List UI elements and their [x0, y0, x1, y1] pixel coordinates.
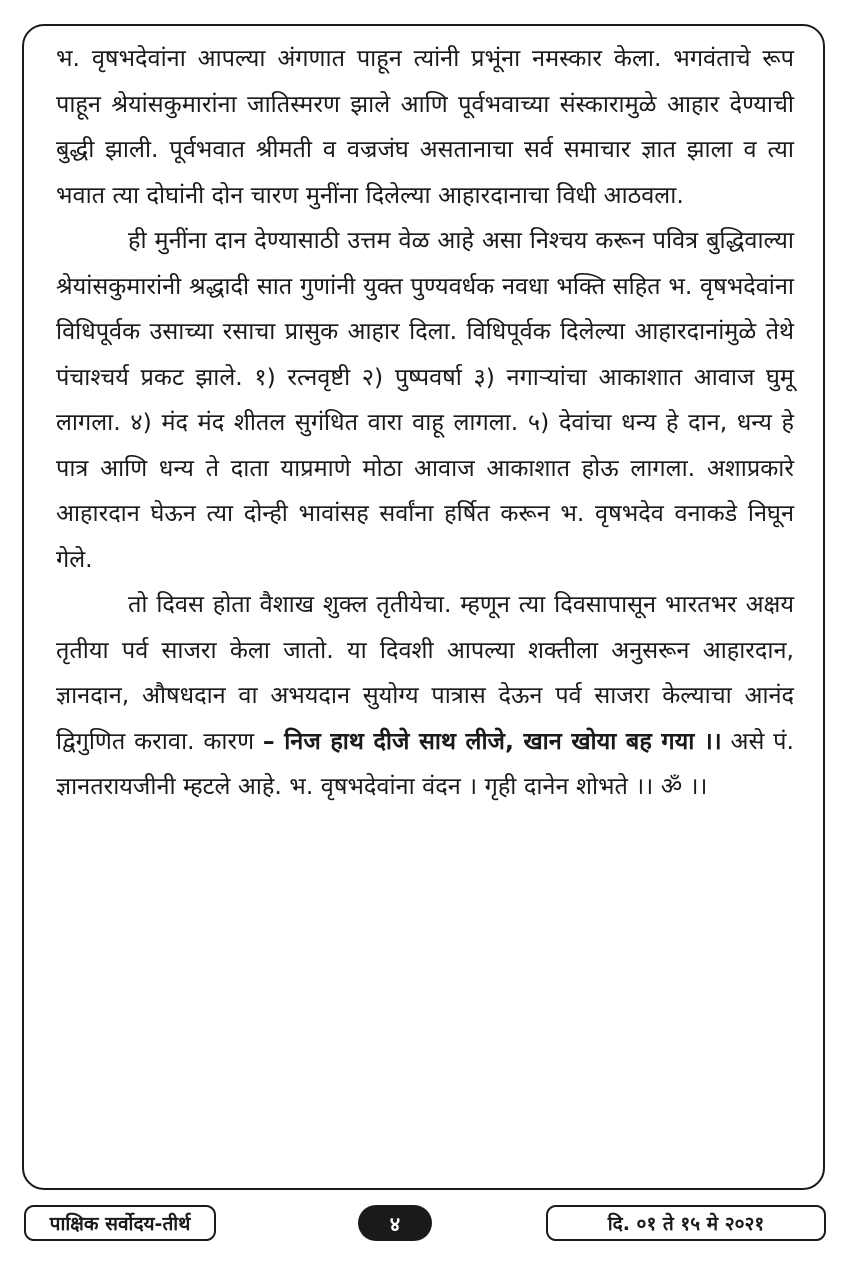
page-number: ४	[358, 1205, 432, 1241]
paragraph-3	[56, 582, 794, 810]
publication-name: पाक्षिक सर्वोदय-तीर्थ	[24, 1205, 216, 1241]
paragraph-2: ही मुनींना दान देण्यासाठी उत्तम वेळ आहे असा निश्चय करून पवित्र बुद्धिवाल्या श्रेयांसकुमारांनी श्रद्धादी सात गुणांनी युक्त पुण्यवर्धक नवधा भक्ति सहित भ. वृषभदेवांना विधिपूर्वक उसाच्या रसाचा प्रासुक आहार दिला. विधिपूर्वक दिलेल्या आहारदानांमुळे तेथे पंचाश्चर्य प्रकट झाले. १) रत्नवृष्टी २) पुष्पवर्षा ३) नगाऱ्यांचा आकाशात आवाज घुमू लागला. ४) मंद मंद शीतल सुगंधित वारा वाहू लागला. ५) देवांचा धन्य हे दान, धन्य हे पात्र आणि धन्य ते दाता याप्रमाणे मोठा आवाज आकाशात होऊ लागला. अशाप्रकारे आहारदान घेऊन त्या दोन्ही भावांसह सर्वांना हर्षित करून भ. वृषभदेव वनाकडे निघून गेले.	[56, 226, 794, 573]
quote-text: – निज हाथ दीजे साथ लीजे, खान खोया बह गया ।।	[262, 726, 722, 755]
paragraph-3-text: तो दिवस होता वैशाख शुक्ल तृतीयेचा. म्हणून त्या दिवसापासून भारतभर अक्षय तृतीया पर्व साजरा केला जातो. या दिवशी आपल्या शक्तीला अनुसरून आहारदान, ज्ञानदान, औषधदान वा अभयदान सुयोग्य पात्रास देऊन पर्व साजरा केल्याचा आनंद द्विगुणित करावा. कारण	[56, 590, 794, 755]
paragraph-1: भ. वृषभदेवांना आपल्या अंगणात पाहून त्यांनी प्रभूंना नमस्कार केला. भगवंताचे रूप पाहून श्रेयांसकुमारांना जातिस्मरण झाले आणि पूर्वभवाच्या संस्कारामुळे आहार देण्याची बुद्धी झाली. पूर्वभवात श्रीमती व वज्रजंघ असतानाचा सर्व समाचार ज्ञात झाला व त्या भवात त्या दोघांनी दोन चारण मुनींना दिलेल्या आहारदानाचा विधी आठवला.	[56, 44, 794, 209]
issue-date: दि. ०१ ते १५ मे २०२१	[546, 1205, 826, 1241]
paragraph-3-ending: असे पं. ज्ञानतरायजीनी म्हटले आहे. भ. वृषभदेवांना वंदन । गृही दानेन शोभते ।। ॐ ।।	[56, 726, 794, 800]
article-body	[56, 36, 794, 810]
